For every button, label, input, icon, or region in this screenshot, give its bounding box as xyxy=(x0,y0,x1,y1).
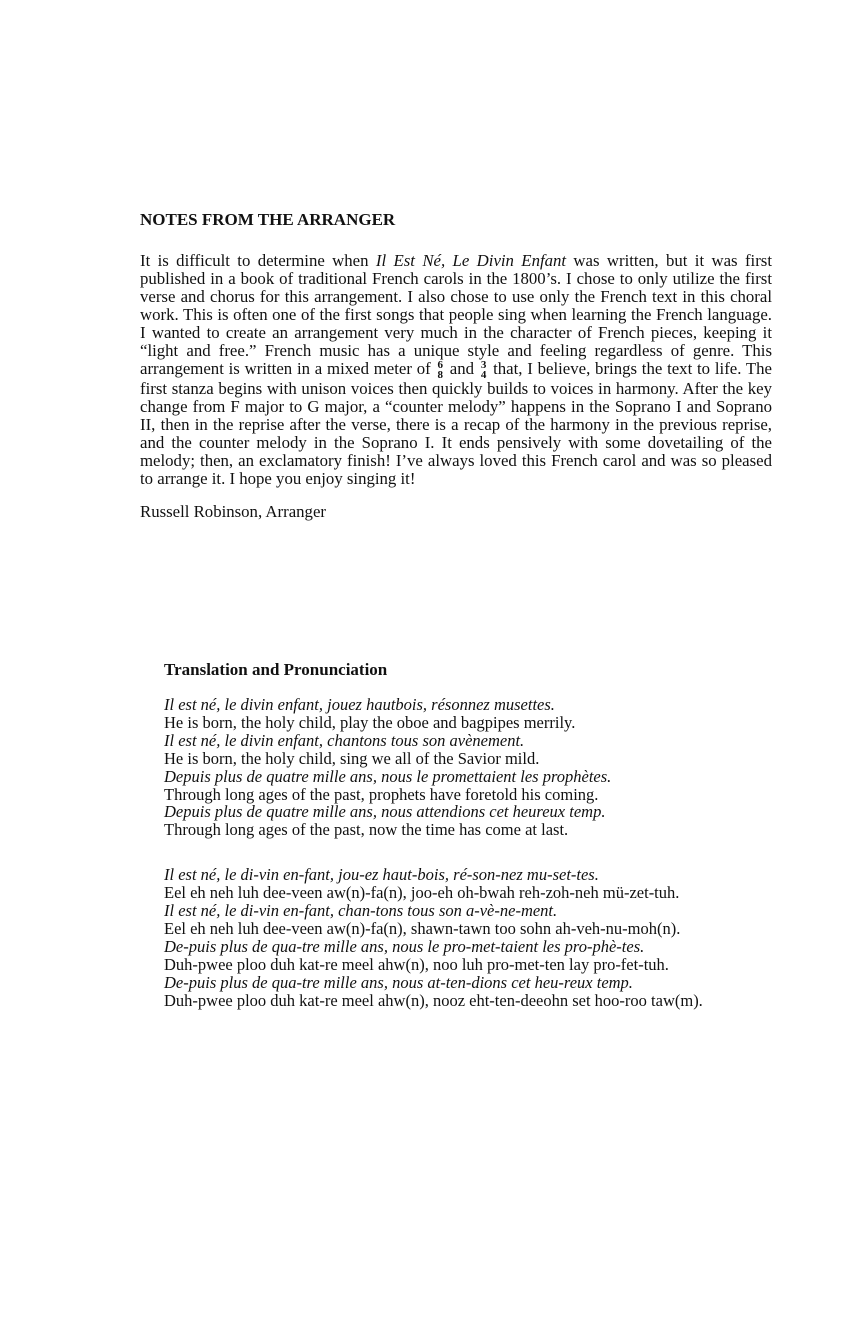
french-syllable-line: De-puis plus de qua-tre mille ans, nous le pro-met-taient les pro-phè-tes. xyxy=(164,936,645,956)
arranger-notes xyxy=(140,210,772,522)
pronunciation-line: Duh-pwee ploo duh kat-re meel ahw(n), nooz eht-ten-deeohn set hoo-roo taw(m). xyxy=(164,990,703,1010)
pronunciation-line: Eel eh neh luh dee-veen aw(n)-fa(n), joo-eh oh-bwah reh-zoh-neh mü-zet-tuh. xyxy=(164,883,680,903)
english-line: Through long ages of the past, now the time has come at last. xyxy=(164,820,569,840)
french-syllable-line: De-puis plus de qua-tre mille ans, nous at-ten-dions cet heu-reux temp. xyxy=(164,972,633,992)
meter-3-4-bottom: 4 xyxy=(480,369,487,382)
notes-text-2: was written, but it was first published in a book of traditional French carols in the 1800’s. I chose to only utilize the first verse and chorus for this arrangement. I also chose to use only the French text in this choral work. This is often one of the first songs that people sing when learning the French language. I wanted to create an arrangement very much in the character of French pieces, keeping it “light and free.” French music has a unique style and feeling regardless of genre. This arrangement is written in a mixed meter of xyxy=(140,251,772,378)
english-line: He is born, the holy child, play the oboe and bagpipes merrily. xyxy=(164,712,576,732)
meter-6-8-top: 6 xyxy=(437,359,443,372)
meter-6-8-bottom: 8 xyxy=(437,369,443,382)
french-line: Depuis plus de quatre mille ans, nous attendions cet heureux temp. xyxy=(164,802,606,822)
meter-3-4-top: 3 xyxy=(480,359,487,372)
french-line: Depuis plus de quatre mille ans, nous le promettaient les prophètes. xyxy=(164,766,612,786)
signature: Russell Robinson, Arranger xyxy=(140,502,326,522)
notes-paragraph xyxy=(140,252,772,488)
pronunciation-line: Eel eh neh luh dee-veen aw(n)-fa(n), shawn-tawn too sohn ah-veh-nu-moh(n). xyxy=(164,918,681,938)
meter-and: and xyxy=(445,359,479,378)
french-syllable-line: Il est né, le di-vin en-fant, jou-ez haut-bois, ré-son-nez mu-set-tes. xyxy=(164,865,599,885)
meter-six-eight xyxy=(438,360,444,380)
pronunciation-line: Duh-pwee ploo duh kat-re meel ahw(n), noo luh pro-met-ten lay pro-fet-tuh. xyxy=(164,954,669,974)
notes-heading: NOTES FROM THE ARRANGER xyxy=(140,210,396,229)
notes-text-3: that, I believe, brings the text to life. The first stanza begins with unison voices then quickly builds to voices in harmony. After the key change from F major to G major, a “counter melody” happens in the Soprano I and Soprano II, then in the reprise after the verse, there is a recap of the harmony in the previous reprise, and the counter melody in the Soprano I. It ends pensively with some dovetailing of the melody; then, an exclamatory finish! I’ve always loved this French carol and was so pleased to arrange it. I hope you enjoy singing it! xyxy=(140,359,772,489)
meter-three-four xyxy=(481,360,487,380)
english-line: Through long ages of the past, prophets have foretold his coming. xyxy=(164,784,599,804)
block-spacer xyxy=(164,839,804,866)
pronunciation-block xyxy=(164,866,804,1009)
translation-section xyxy=(164,660,804,1010)
french-line: Il est né, le divin enfant, chantons tous son avènement. xyxy=(164,730,525,750)
english-line: He is born, the holy child, sing we all of the Savior mild. xyxy=(164,748,540,768)
french-line: Il est né, le divin enfant, jouez hautbois, résonnez musettes. xyxy=(164,695,555,714)
translation-heading: Translation and Pronunciation xyxy=(164,660,388,679)
notes-text-1: It is difficult to determine when xyxy=(140,251,376,270)
french-syllable-line: Il est né, le di-vin en-fant, chan-tons tous son a-vè-ne-ment. xyxy=(164,901,558,921)
carol-title: Il Est Né, Le Divin Enfant xyxy=(375,251,567,270)
translation-block xyxy=(164,696,804,839)
